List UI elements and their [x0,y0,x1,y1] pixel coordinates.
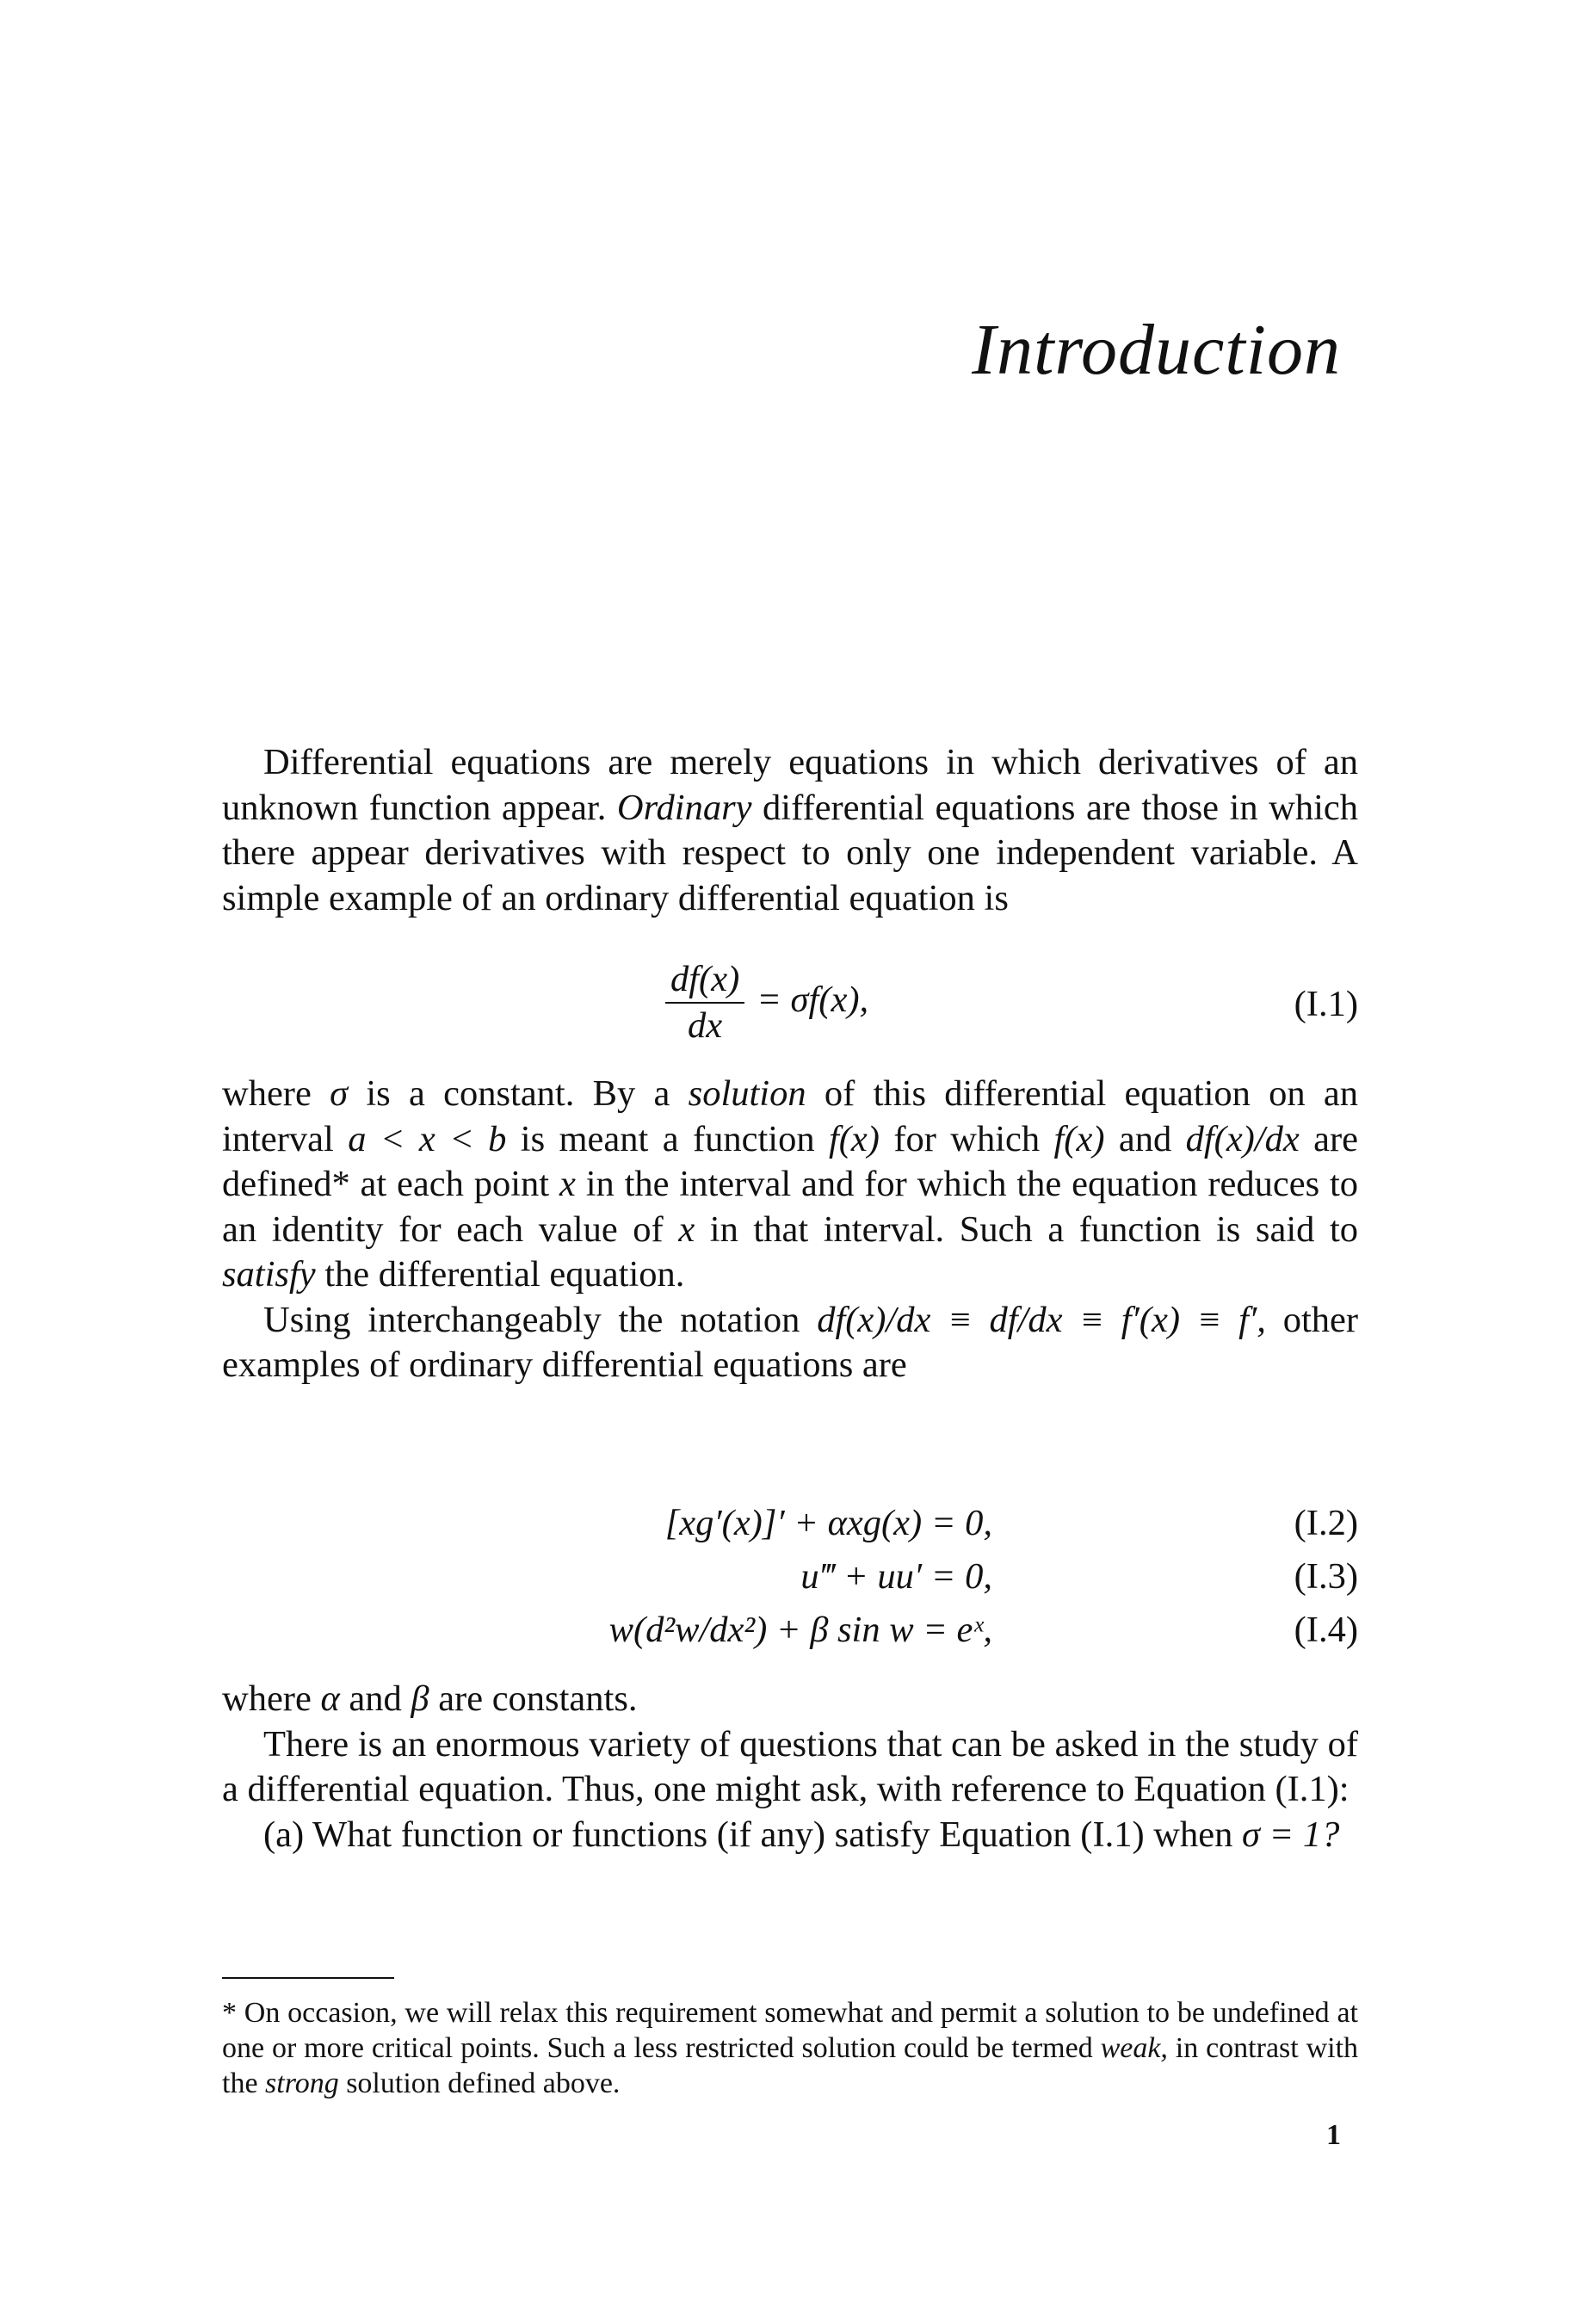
para4-text-b: and [349,1678,402,1719]
eq4-number: (I.4) [1294,1610,1358,1650]
paragraph-questions [222,1677,1358,1857]
eq2-expr: [xg′(x)]′ + αxg(x) = 0, [664,1503,992,1543]
para3-text-b: other examples of ordinary differential equations are [222,1299,1359,1385]
para5: There is an enormous variety of questions that can be asked in the study of a differential equation. Thus, one might ask, with reference to Equation (I.1): [222,1723,1358,1809]
paragraph-solution [222,1072,1358,1388]
para1-rest: differential equations are those in which there appear derivatives with respect to only one independent variable. A simple example of an ordinary differential equation is [222,787,1358,918]
equation-I4 [222,1604,1358,1656]
para4-text-a: where [222,1678,312,1719]
list-item-a [222,1813,1358,1858]
sigma-symbol: σ [330,1073,349,1114]
para2-text-a: where [222,1073,312,1114]
eq3-expr: u‴ + uu′ = 0, [800,1556,992,1597]
notation-expr: df(x)/dx ≡ df/dx ≡ f′(x) ≡ f′, [817,1299,1266,1340]
para3-text-a: Using interchangeably the notation [263,1299,800,1340]
equation-I3 [222,1551,1358,1603]
dfdx-expr: df(x)/dx [1185,1118,1300,1159]
para2-text-f: and [1118,1118,1172,1159]
para2-text-d: is meant a function [520,1118,815,1159]
footnote-divider [222,1977,394,1979]
para2-text-e: for which [893,1118,1041,1159]
para4-text-c: are constants. [438,1678,638,1719]
item-a-label: (a) [263,1814,305,1855]
interval-expr: a < x < b [348,1118,507,1159]
eq1-fraction [665,957,744,1048]
x-var-2: x [678,1208,695,1250]
term-strong: strong [265,2067,339,2099]
para2-text-b: is a constant. By a [366,1073,670,1114]
para2-text-g: are defined* at each point [222,1118,1359,1204]
para2-text-j: the differential equation. [324,1254,685,1295]
eq1-number: (I.1) [1294,984,1358,1024]
eq2-number: (I.2) [1294,1503,1358,1543]
beta-symbol: β [411,1678,429,1719]
term-weak: weak, [1100,2032,1168,2064]
footnote-text-c: solution defined above. [346,2067,621,2099]
alpha-symbol: α [320,1678,340,1719]
footnote [222,1995,1358,2101]
fx-expr-2: f(x) [1053,1118,1105,1159]
term-satisfy: satisfy [222,1254,316,1295]
eq1-rhs: = σf(x), [757,979,869,1020]
item-a-text: What function or functions (if any) satisfy Equation (I.1) when [312,1814,1233,1855]
term-solution: solution [688,1073,806,1114]
footnote-text-b: in contrast with the [222,2032,1359,2099]
para2-text-h: in the interval and for which the equation reduces to an identity for each value of [222,1164,1359,1250]
x-var: x [559,1164,576,1204]
para2-text-c: of this differential equation on an interval [222,1073,1359,1159]
eq1-denominator: dx [688,1005,723,1046]
eq1-numerator: df(x) [665,957,744,1004]
footnote-text-a: * On occasion, we will relax this requirement somewhat and permit a solution to be undefined at one or more critical points. Such a less restricted solution could be termed [222,1997,1358,2064]
fx-expr: f(x) [828,1118,880,1159]
item-a-condition: σ = 1? [1241,1814,1340,1855]
paragraph-intro [222,740,1358,921]
para1-text: Differential equations are merely equations in which derivatives of an unknown function appear. [222,742,1358,828]
page-number: 1 [1326,2119,1341,2151]
equation-I2 [222,1498,1358,1549]
para2-text-i: in that interval. Such a function is said to [709,1208,1359,1250]
chapter-title: Introduction [972,310,1341,390]
equation-I1 [222,957,1358,1052]
eq3-number: (I.3) [1294,1556,1358,1597]
eq4-expr: w(d²w/dx²) + β sin w = eˣ, [608,1610,992,1650]
para1-italic: Ordinary [616,787,752,828]
